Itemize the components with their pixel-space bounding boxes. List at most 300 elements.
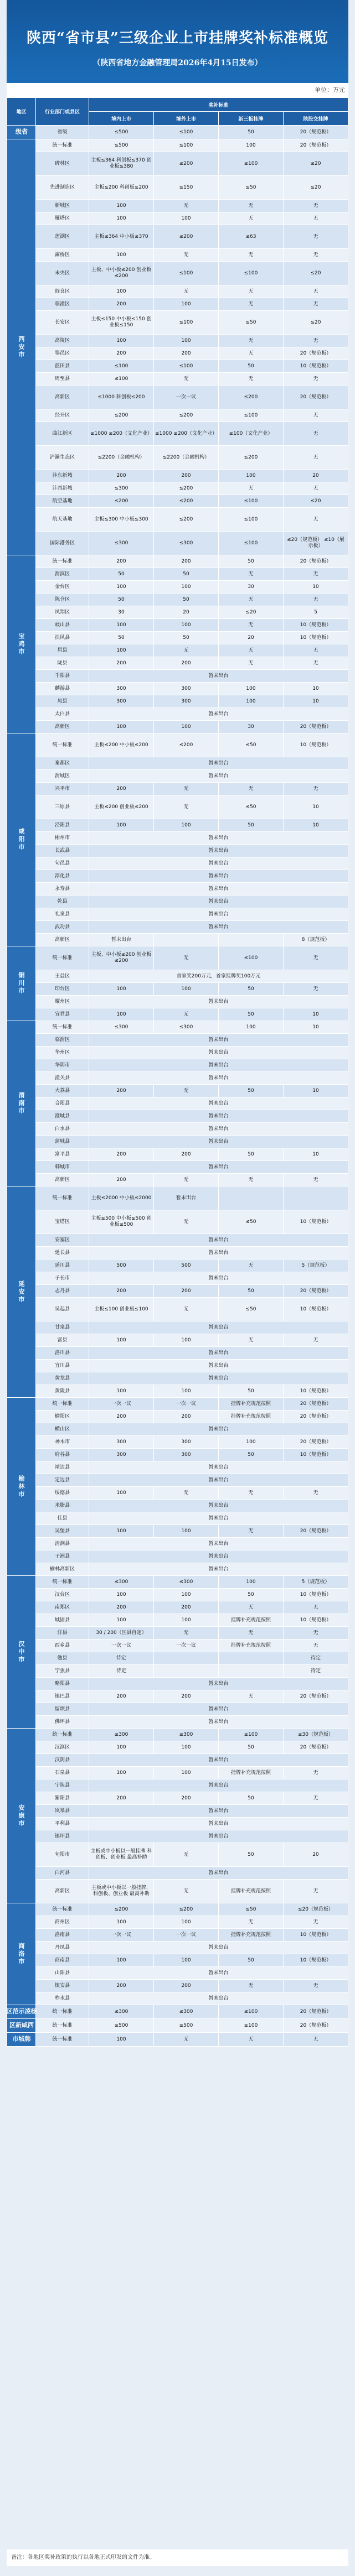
value-cell: 暂未出台: [89, 1360, 348, 1372]
value-cell: ≤50: [219, 311, 284, 335]
dept-cell: 统一标准: [36, 1729, 89, 1741]
value-cell: 10: [284, 795, 348, 819]
value-cell: 暂未出台: [89, 1034, 348, 1047]
dept-cell: 统一标准: [36, 946, 89, 970]
dept-cell: 高新区: [36, 934, 89, 946]
table-row: [7, 770, 348, 783]
value-cell: 无: [284, 1334, 348, 1347]
value-cell: 无: [154, 2033, 219, 2047]
table-row: [7, 1423, 348, 1436]
dept-cell: 志丹县: [36, 1285, 89, 1298]
value-cell: 无: [219, 200, 284, 212]
value-cell: 无: [219, 783, 284, 795]
dept-cell: 洋县: [36, 1627, 89, 1640]
dept-cell: 千阳县: [36, 670, 89, 683]
value-cell: 50: [219, 1449, 284, 1461]
value-cell: 暂未出台: [89, 1461, 348, 1474]
value-cell: 无: [154, 249, 219, 262]
table-row: [7, 1903, 348, 1916]
dept-cell: 莲湖区: [36, 225, 89, 249]
table-row: [7, 619, 348, 632]
table-row: [7, 1576, 348, 1589]
dept-cell: 省级: [36, 126, 89, 139]
table-row: [7, 2005, 348, 2019]
value-cell: 100: [154, 1954, 219, 1967]
value-cell: 10（规范板）: [284, 360, 348, 373]
dept-cell: 印台区: [36, 983, 89, 996]
value-cell: 一次一议: [89, 1929, 154, 1942]
table-row: [7, 1021, 348, 1034]
col-overseas: 境外上市: [154, 112, 219, 126]
table-row: [7, 1059, 348, 1072]
value-cell: 50: [219, 1792, 284, 1805]
table-row: [7, 594, 348, 606]
value-cell: 无: [154, 644, 219, 657]
value-cell: 一次一议: [89, 1398, 154, 1411]
value-cell: 50: [219, 1285, 284, 1298]
dept-cell: 高新区: [36, 721, 89, 733]
dept-cell: 灞桥区: [36, 249, 89, 262]
table-row: [7, 670, 348, 683]
table-row: [7, 708, 348, 721]
table-row: [7, 857, 348, 870]
dept-cell: 淳化县: [36, 870, 89, 883]
table-row: [7, 1992, 348, 2005]
table-row: [7, 695, 348, 708]
table-row: [7, 657, 348, 670]
value-cell: 暂未出台: [89, 1805, 348, 1818]
dept-cell: 礼泉县: [36, 908, 89, 921]
value-cell: 100: [89, 1385, 154, 1398]
value-cell: 暂未出台: [89, 1818, 348, 1830]
value-cell: 无: [284, 594, 348, 606]
table-row: [7, 757, 348, 770]
value-cell: 100: [89, 1767, 154, 1779]
table-row: [7, 1097, 348, 1110]
table-row: [7, 983, 348, 996]
table-row: [7, 311, 348, 335]
value-cell: 200: [154, 1980, 219, 1992]
value-cell: ≤100: [219, 2019, 284, 2033]
value-cell: 挂牌补充规范按照: [219, 1880, 284, 1903]
table-row: [7, 139, 348, 152]
dept-cell: 华阴市: [36, 1059, 89, 1072]
value-cell: 无: [154, 1298, 219, 1321]
value-cell: 100: [89, 619, 154, 632]
value-cell: ≤500: [154, 2019, 219, 2033]
table-row: [7, 1678, 348, 1690]
region-cell: 咸阳市: [7, 733, 36, 946]
value-cell: 主板或中小板以一般挂牌 科创板、创业板 最高补助: [89, 1843, 154, 1867]
value-cell: 20（规范板）: [284, 386, 348, 409]
table-row: [7, 1942, 348, 1954]
dept-cell: 陈仓区: [36, 594, 89, 606]
value-cell: 100: [89, 1487, 154, 1500]
dept-cell: 汉台区: [36, 1589, 89, 1601]
value-cell: 待定: [89, 1665, 154, 1678]
value-cell: 暂未出台: [89, 908, 348, 921]
value-cell: 无: [284, 568, 348, 581]
table-row: [7, 360, 348, 373]
value-cell: 8（规范板）: [284, 934, 348, 946]
table-row: [7, 795, 348, 819]
value-cell: 无: [219, 1487, 284, 1500]
value-cell: ≤100（文化产业）: [219, 422, 284, 446]
value-cell: ≤20: [284, 495, 348, 508]
value-cell: ≤20: [284, 262, 348, 285]
value-cell: 20（规范板）: [284, 1690, 348, 1703]
dept-cell: 岚皋县: [36, 1805, 89, 1818]
value-cell: 10（规范板）: [284, 1589, 348, 1601]
table-row: [7, 1843, 348, 1867]
value-cell: ≤200: [154, 495, 219, 508]
region-cell: 铜川市: [7, 946, 36, 1021]
dept-cell: 汉滨区: [36, 1741, 89, 1754]
dept-cell: 澄城县: [36, 1110, 89, 1123]
value-cell: ≤20（规范板）: [284, 1903, 348, 1916]
value-cell: 100: [154, 335, 219, 347]
value-cell: 无: [284, 1767, 348, 1779]
table-row: [7, 1980, 348, 1992]
value-cell: 无: [219, 1916, 284, 1929]
value-cell: 100: [89, 1334, 154, 1347]
dept-cell: 蓝田县: [36, 360, 89, 373]
value-cell: 无: [219, 249, 284, 262]
value-cell: 暂未出台: [89, 1550, 348, 1563]
col-domestic: 境内上市: [89, 112, 154, 126]
value-cell: 无: [284, 946, 348, 970]
value-cell: 100: [154, 1741, 219, 1754]
value-cell: 暂未出台: [89, 1097, 348, 1110]
value-cell: 暂未出台: [89, 1754, 348, 1767]
value-cell: 100: [154, 619, 219, 632]
table-row: [7, 373, 348, 386]
value-cell: 50: [219, 1954, 284, 1967]
value-cell: 20（规范板）: [284, 347, 348, 360]
value-cell: ≤200: [154, 1903, 219, 1916]
value-cell: ≤1000 ≤200（文化产业）: [154, 422, 219, 446]
value-cell: ≤200: [89, 409, 154, 422]
value-cell: 一次一议: [154, 1929, 219, 1942]
value-cell: 50: [219, 983, 284, 996]
value-cell: 10: [284, 1148, 348, 1161]
dept-cell: 山阳县: [36, 1967, 89, 1980]
value-cell: ≤100: [219, 1729, 284, 1741]
value-cell: 无: [154, 1174, 219, 1186]
value-cell: [219, 1186, 284, 1210]
value-cell: 20（规范板）: [284, 126, 348, 139]
value-cell: 暂未出台: [89, 1474, 348, 1487]
value-cell: 待定: [284, 1665, 348, 1678]
value-cell: ≤100: [219, 152, 284, 176]
dept-cell: 凤翔区: [36, 606, 89, 619]
table-row: [7, 1563, 348, 1576]
page-title: 陕西“省市县”三级企业上市挂牌奖补标准概览: [27, 30, 328, 46]
value-cell: 一次一议: [89, 1640, 154, 1652]
table-row: [7, 1047, 348, 1059]
value-cell: ≤200: [89, 495, 154, 508]
value-cell: 暂未出台: [89, 1779, 348, 1792]
value-cell: 20（规范板）: [284, 1436, 348, 1449]
value-cell: 20（规范板）: [284, 139, 348, 152]
value-cell: 无: [284, 422, 348, 446]
value-cell: 100: [89, 819, 154, 832]
value-cell: 暂未出台: [89, 883, 348, 896]
table-row: [7, 532, 348, 555]
value-cell: 暂未出台: [89, 1867, 348, 1880]
dept-cell: 经开区: [36, 409, 89, 422]
value-cell: 无: [219, 212, 284, 225]
dept-cell: 渭滨区: [36, 568, 89, 581]
value-cell: 暂未出台: [89, 1942, 348, 1954]
value-cell: 挂牌补充规范按照: [219, 1398, 284, 1411]
value-cell: 200: [154, 555, 219, 568]
value-cell: 挂牌补充规范按照: [219, 1767, 284, 1779]
table-row: [7, 1767, 348, 1779]
dept-cell: 白水县: [36, 1123, 89, 1136]
dept-cell: 曲江新区: [36, 422, 89, 446]
value-cell: ≤100: [154, 126, 219, 139]
value-cell: 200: [154, 1285, 219, 1298]
value-cell: ≤300: [154, 532, 219, 555]
region-cell: 杨凌示范区: [7, 2005, 36, 2019]
value-cell: 300: [89, 683, 154, 695]
value-cell: 暂未出台: [89, 1678, 348, 1690]
value-cell: 无: [284, 225, 348, 249]
value-cell: 100: [89, 1954, 154, 1967]
value-cell: 一次一议: [154, 1640, 219, 1652]
value-cell: ≤100: [219, 262, 284, 285]
value-cell: 无: [154, 373, 219, 386]
value-cell: ≤50: [219, 176, 284, 200]
value-cell: ≤200: [154, 409, 219, 422]
value-cell: 50: [154, 568, 219, 581]
value-cell: 暂未出台: [89, 1992, 348, 2005]
value-cell: 100: [89, 1741, 154, 1754]
value-cell: 20（规范板）: [284, 2019, 348, 2033]
table-row: [7, 996, 348, 1008]
value-cell: 200: [89, 1601, 154, 1614]
value-cell: 50: [219, 555, 284, 568]
value-cell: 50: [89, 632, 154, 644]
value-cell: 100: [89, 335, 154, 347]
value-cell: 100: [89, 249, 154, 262]
region-cell: 宝鸡市: [7, 555, 36, 733]
dept-cell: 商州区: [36, 1916, 89, 1929]
table-row: [7, 1449, 348, 1461]
value-cell: 无: [284, 298, 348, 311]
value-cell: 100: [219, 1436, 284, 1449]
value-cell: 暂未出台: [89, 934, 154, 946]
value-cell: 无: [284, 285, 348, 298]
table-row: [7, 176, 348, 200]
dept-cell: 统一标准: [36, 139, 89, 152]
value-cell: 暂未出台: [89, 921, 348, 934]
value-cell: 20（规范板）: [284, 1411, 348, 1423]
value-cell: ≤100: [219, 495, 284, 508]
dept-cell: 航空基地: [36, 495, 89, 508]
dept-cell: 耀州区: [36, 996, 89, 1008]
value-cell: 暂未出台: [89, 1538, 348, 1550]
value-cell: 10（规范板）: [284, 1210, 348, 1234]
table-row: [7, 934, 348, 946]
dept-cell: 镇巴县: [36, 1690, 89, 1703]
dept-cell: 临潼区: [36, 298, 89, 311]
dept-cell: 统一标准: [36, 733, 89, 757]
dept-cell: 白河县: [36, 1867, 89, 1880]
footnote: 备注：各地区奖补政策的执行以各地正式印发的文件为准。: [7, 2549, 348, 2566]
table-row: [7, 1929, 348, 1942]
value-cell: 300: [154, 683, 219, 695]
dept-cell: 凤县: [36, 695, 89, 708]
dept-cell: 丹凤县: [36, 1942, 89, 1954]
value-cell: 10: [284, 1008, 348, 1021]
value-cell: 20: [284, 1843, 348, 1867]
table-row: [7, 2019, 348, 2033]
value-cell: ≤100: [154, 311, 219, 335]
value-cell: 暂未出台: [89, 1423, 348, 1436]
value-cell: 暂未出台: [89, 708, 348, 721]
table-row: [7, 1601, 348, 1614]
dept-cell: 柞水县: [36, 1992, 89, 2005]
value-cell: 20（规范板）: [284, 1398, 348, 1411]
value-cell: ≤50: [219, 1298, 284, 1321]
value-cell: 无: [154, 285, 219, 298]
value-cell: 无: [154, 1210, 219, 1234]
value-cell: 无: [219, 298, 284, 311]
value-cell: 50: [154, 594, 219, 606]
value-cell: 无: [154, 1843, 219, 1867]
dept-cell: 石泉县: [36, 1767, 89, 1779]
value-cell: 暂未出台: [89, 1563, 348, 1576]
value-cell: 100: [219, 139, 284, 152]
value-cell: 挂牌补充规范按照: [219, 1640, 284, 1652]
dept-cell: 米脂县: [36, 1500, 89, 1512]
dept-cell: 三原县: [36, 795, 89, 819]
value-cell: 无: [284, 1487, 348, 1500]
table-row: [7, 1260, 348, 1272]
value-cell: 100: [89, 200, 154, 212]
dept-cell: 靖边县: [36, 1461, 89, 1474]
value-cell: 20（规范板）: [284, 1285, 348, 1298]
table-row: [7, 1525, 348, 1538]
table-row: [7, 249, 348, 262]
value-cell: ≤50: [219, 1903, 284, 1916]
dept-cell: 麟游县: [36, 683, 89, 695]
value-cell: 主板≤2000 中小板≤2000: [89, 1186, 154, 1210]
value-cell: 主板≤500 中小板≤500 创业板≤500: [89, 1210, 154, 1234]
table-row: [7, 1008, 348, 1021]
value-cell: 5（规范板）: [284, 1576, 348, 1589]
value-cell: 无: [154, 946, 219, 970]
dept-cell: 定边县: [36, 1474, 89, 1487]
dept-cell: 旬阳市: [36, 1843, 89, 1867]
region-cell: 安康市: [7, 1729, 36, 1903]
value-cell: 暂未出台: [89, 996, 348, 1008]
value-cell: [219, 934, 284, 946]
value-cell: 无: [284, 200, 348, 212]
table-row: [7, 1234, 348, 1247]
value-cell: 5: [284, 606, 348, 619]
value-cell: 暂未出台: [89, 1321, 348, 1334]
table-row: [7, 1805, 348, 1818]
dept-cell: 镇坪县: [36, 1830, 89, 1843]
value-cell: 500: [89, 1260, 154, 1272]
dept-cell: 榆林高新区: [36, 1563, 89, 1576]
value-cell: 100: [154, 1334, 219, 1347]
value-cell: 无: [154, 1627, 219, 1640]
value-cell: [284, 1186, 348, 1210]
dept-cell: 大荔县: [36, 1085, 89, 1097]
value-cell: 无: [154, 1880, 219, 1903]
dept-cell: 统一标准: [36, 1186, 89, 1210]
value-cell: 50: [219, 1008, 284, 1021]
table-row: [7, 733, 348, 757]
value-cell: 无: [284, 1792, 348, 1805]
value-cell: 暂未出台: [89, 770, 348, 783]
dept-cell: 统一标准: [36, 1903, 89, 1916]
dept-cell: 蒲城县: [36, 1136, 89, 1148]
table-row: [7, 409, 348, 422]
table-row: [7, 1186, 348, 1210]
value-cell: 20（规范板）: [284, 721, 348, 733]
value-cell: 200: [89, 1980, 154, 1992]
subsidy-table: [7, 97, 348, 2047]
value-cell: 100: [154, 298, 219, 311]
dept-cell: 航天基地: [36, 508, 89, 532]
value-cell: ≤200: [154, 508, 219, 532]
value-cell: 100: [89, 644, 154, 657]
value-cell: 无: [284, 1174, 348, 1186]
table-row: [7, 2033, 348, 2047]
value-cell: [154, 934, 219, 946]
value-cell: 10: [284, 683, 348, 695]
value-cell: ≤100: [89, 373, 154, 386]
value-cell: ≤200: [219, 386, 284, 409]
value-cell: 10（规范板）: [284, 1954, 348, 1967]
value-cell: 50: [219, 819, 284, 832]
dept-cell: 太白县: [36, 708, 89, 721]
value-cell: 暂未出台: [89, 1110, 348, 1123]
table-row: [7, 1665, 348, 1678]
value-cell: 待定: [89, 1652, 154, 1665]
dept-cell: 富平县: [36, 1148, 89, 1161]
value-cell: 暂未出台: [89, 1347, 348, 1360]
value-cell: 无: [284, 2033, 348, 2047]
value-cell: 50: [89, 568, 154, 581]
value-cell: 200: [89, 657, 154, 670]
value-cell: ≤300: [154, 1021, 219, 1034]
value-cell: 无: [219, 482, 284, 495]
table-row: [7, 422, 348, 446]
value-cell: ≤63: [219, 225, 284, 249]
value-cell: 200: [154, 1411, 219, 1423]
value-cell: 主板、中小板≤200 创业板≤200: [89, 262, 154, 285]
value-cell: ≤300: [154, 1729, 219, 1741]
dept-cell: 紫阳县: [36, 1792, 89, 1805]
value-cell: 200: [154, 347, 219, 360]
dept-cell: 未央区: [36, 262, 89, 285]
value-cell: 100: [219, 683, 284, 695]
value-cell: ≤50: [219, 733, 284, 757]
value-cell: 100: [89, 983, 154, 996]
value-cell: [154, 1652, 219, 1665]
value-cell: 无: [284, 1880, 348, 1903]
value-cell: 暂未出台: [89, 1072, 348, 1085]
dept-cell: 高新区: [36, 1880, 89, 1903]
value-cell: 100: [154, 1589, 219, 1601]
value-cell: ≤50: [219, 1210, 284, 1234]
